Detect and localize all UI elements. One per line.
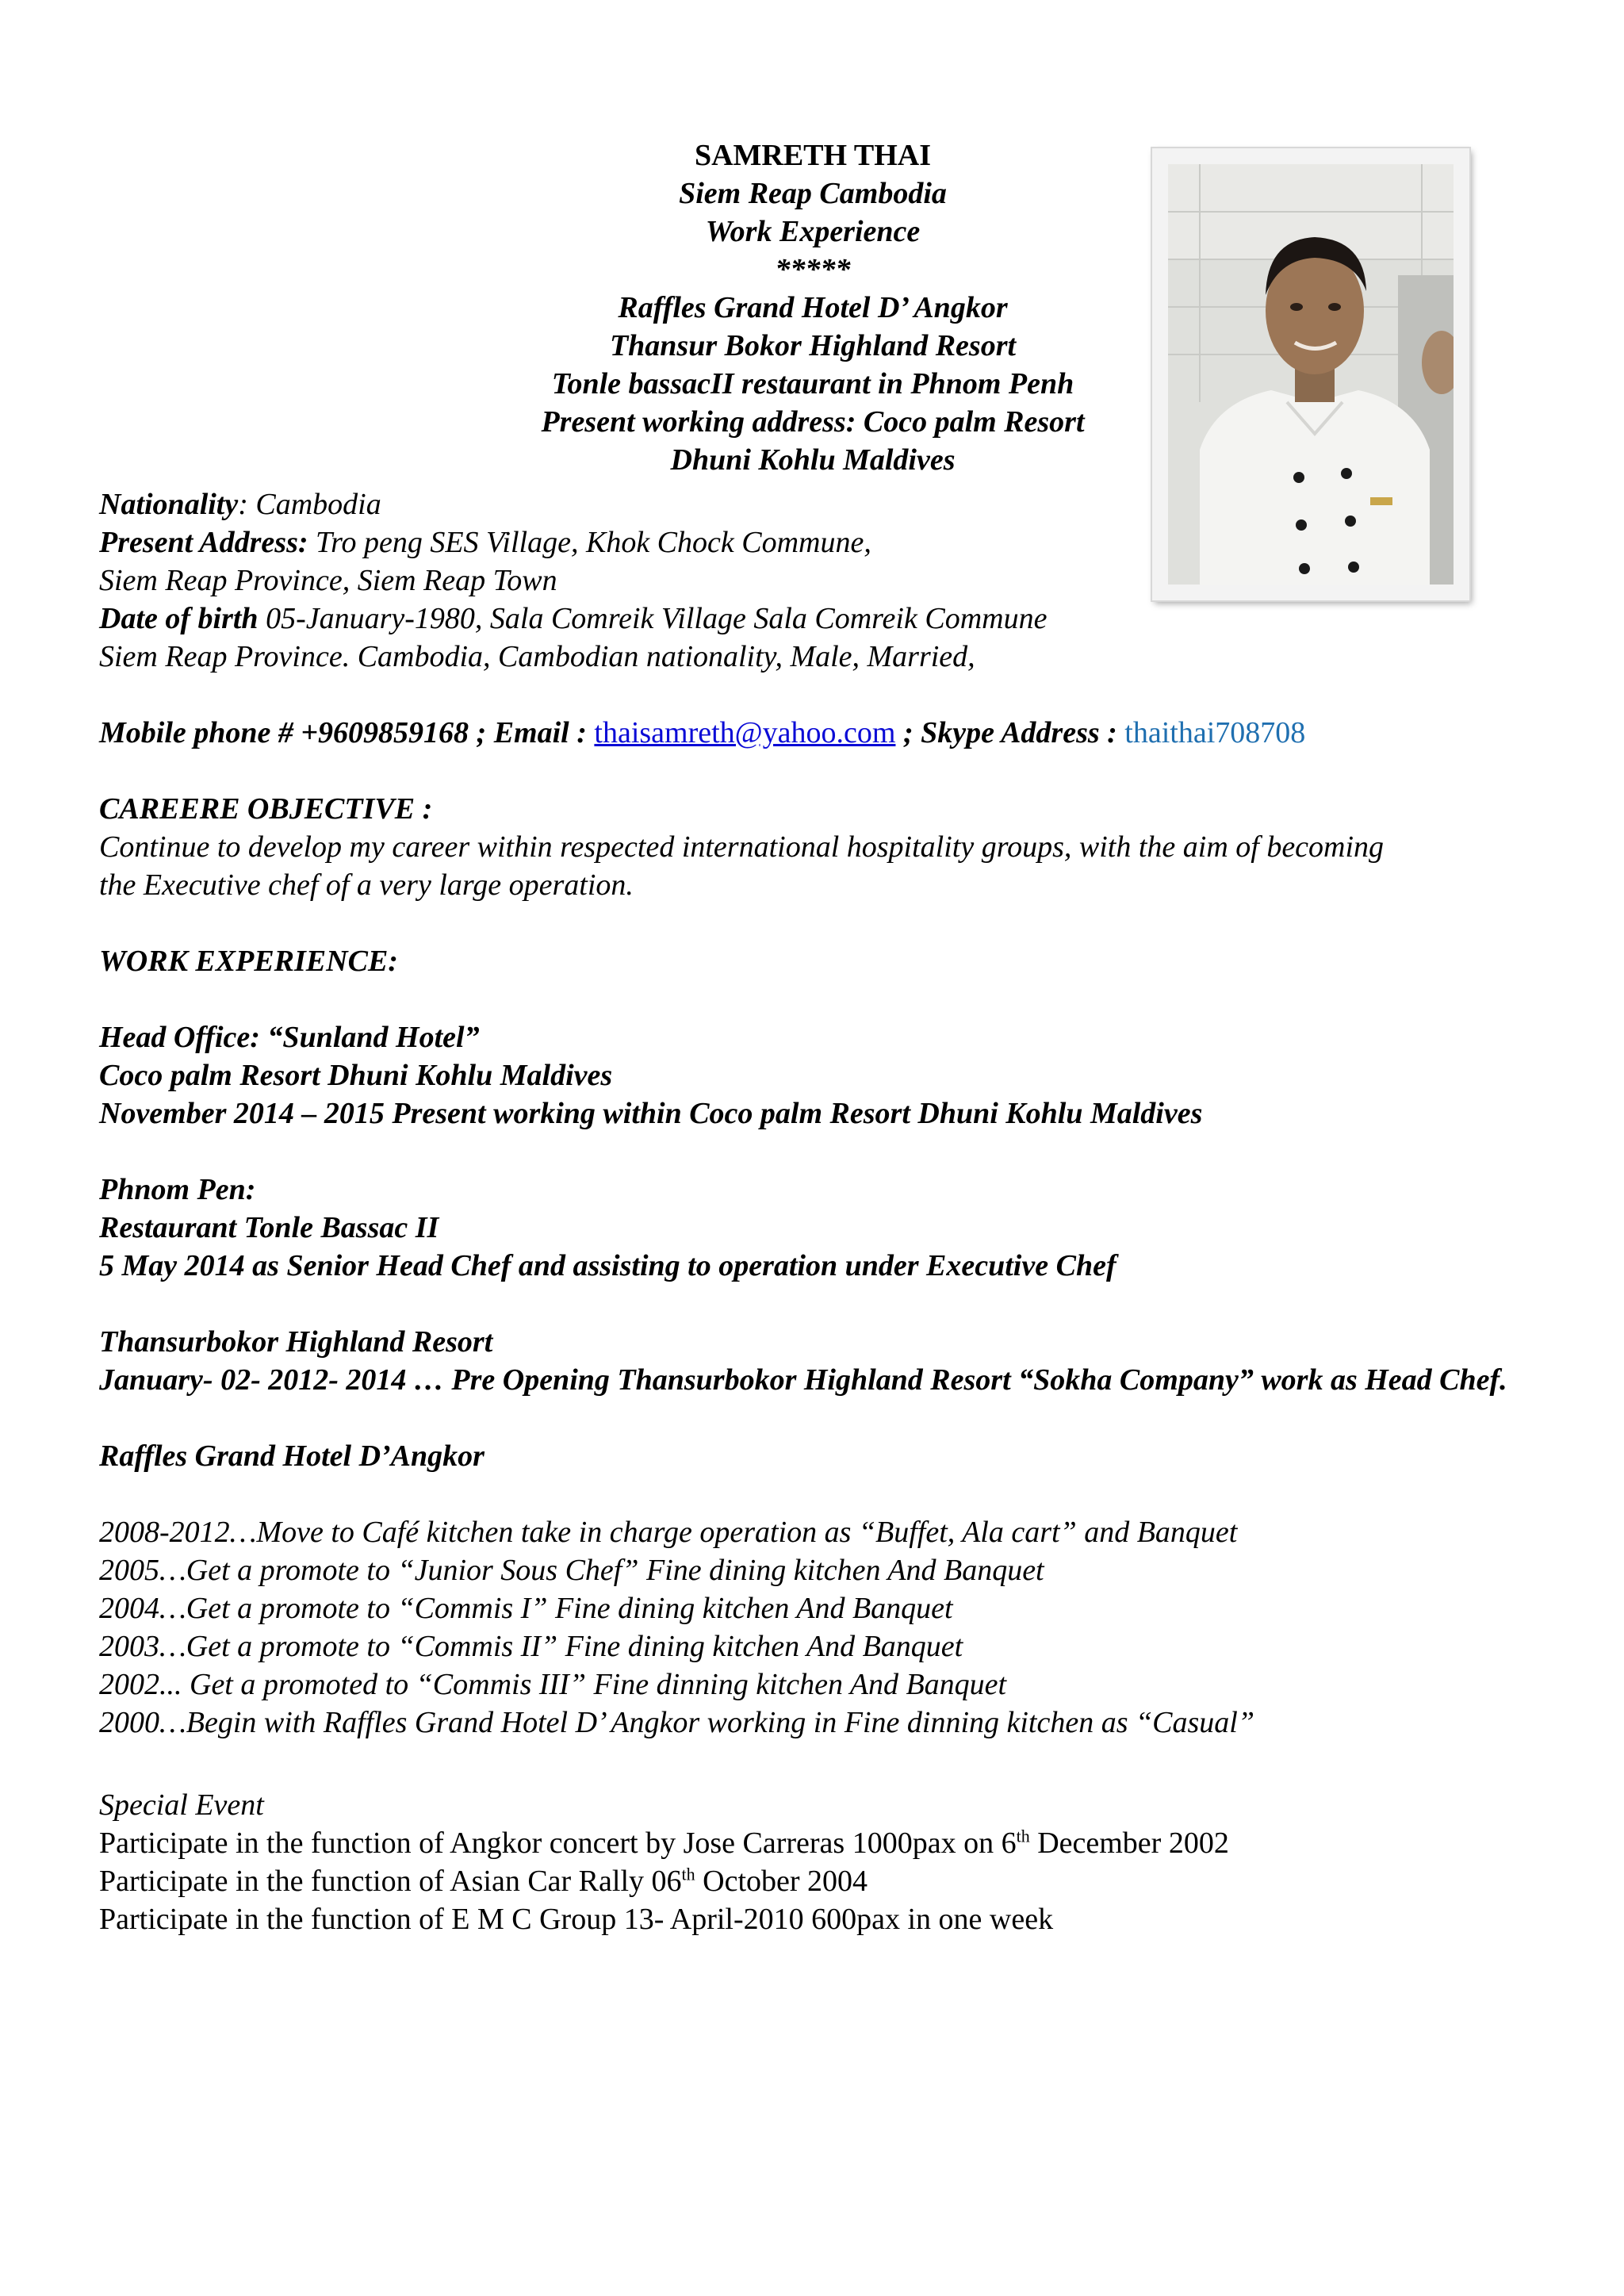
- email-link[interactable]: thaisamreth@yahoo.com: [594, 716, 896, 749]
- event-text: December 2002: [1029, 1826, 1229, 1860]
- address-row: [99, 523, 1538, 562]
- raffles-item: 2000…Begin with Raffles Grand Hotel D’ Angkor working in Fine dinning kitchen as “Casual”: [99, 1706, 1254, 1739]
- objective-line: the Executive chef of a very large operation.: [99, 868, 634, 902]
- event-ordinal: th: [681, 1864, 695, 1884]
- thansurbokor-detail: January- 02- 2012- 2014 … Pre Opening Thansurbokor Highland Resort “Sokha Company” work as Head Chef.: [99, 1363, 1507, 1397]
- sunland-period: November 2014 – 2015 Present working within Coco palm Resort Dhuni Kohlu Maldives: [99, 1097, 1203, 1130]
- applicant-name: SAMRETH THAI: [694, 139, 932, 172]
- header-subtitle: Work Experience: [705, 215, 921, 248]
- header-place: Tonle bassacII restaurant in Phnom Penh: [551, 367, 1074, 401]
- event-text: Participate in the function of Angkor concert by Jose Carreras 1000pax on 6: [99, 1826, 1017, 1860]
- raffles-item: 2004…Get a promote to “Commis I” Fine dining kitchen And Banquet: [99, 1592, 953, 1625]
- dob-row: [99, 600, 1538, 638]
- mobile-label: Mobile phone # +9609859168 ; Email :: [99, 716, 595, 749]
- contact-row: [99, 714, 1538, 752]
- dob-label: Date of birth: [99, 602, 259, 635]
- header-place: Dhuni Kohlu Maldives: [670, 443, 956, 477]
- thansurbokor-title: Thansurbokor Highland Resort: [99, 1325, 493, 1359]
- header-place: Present working address: Coco palm Resort: [541, 405, 1085, 439]
- address-line-2: Siem Reap Province, Siem Reap Town: [99, 564, 557, 597]
- event-text: Participate in the function of Asian Car Rally 06: [99, 1865, 682, 1898]
- objective-line: Continue to develop my career within respected international hospitality groups, with the aim of becoming: [99, 830, 1385, 864]
- work-heading: WORK EXPERIENCE:: [99, 945, 398, 978]
- event-text: October 2004: [695, 1865, 868, 1898]
- applicant-location: Siem Reap Cambodia: [679, 177, 947, 210]
- raffles-title: Raffles Grand Hotel D’Angkor: [99, 1439, 485, 1473]
- raffles-item: 2002... Get a promoted to “Commis III” Fine dinning kitchen And Banquet: [99, 1668, 1007, 1701]
- event-ordinal: th: [1016, 1826, 1030, 1846]
- raffles-item: 2003…Get a promote to “Commis II” Fine dining kitchen And Banquet: [99, 1630, 963, 1663]
- header-stars: *****: [775, 253, 851, 286]
- skype-label: ; Skype Address :: [895, 716, 1125, 749]
- objective-heading: CAREERE OBJECTIVE :: [99, 792, 433, 826]
- special-event-item: [99, 1862, 1538, 1900]
- special-event-item: [99, 1824, 1538, 1862]
- raffles-item: 2008-2012…Move to Café kitchen take in charge operation as “Buffet, Ala cart” and Banquet: [99, 1516, 1238, 1549]
- raffles-item: 2005…Get a promote to “Junior Sous Chef” Fine dining kitchen And Banquet: [99, 1554, 1044, 1587]
- nationality-value: : Cambodia: [238, 488, 381, 521]
- address-value: Tro peng SES Village, Khok Chock Commune,: [308, 526, 871, 559]
- sunland-office: Head Office: “Sunland Hotel”: [99, 1021, 480, 1054]
- sunland-resort: Coco palm Resort Dhuni Kohlu Maldives: [99, 1059, 613, 1092]
- phnom-pen-city: Phnom Pen:: [99, 1173, 256, 1206]
- header-place: Raffles Grand Hotel D’ Angkor: [618, 291, 1008, 324]
- resume-body: [99, 485, 1538, 1938]
- phnom-pen-role: 5 May 2014 as Senior Head Chef and assisting to operation under Executive Chef: [99, 1249, 1116, 1282]
- dob-line-2: Siem Reap Province. Cambodia, Cambodian nationality, Male, Married,: [99, 640, 975, 673]
- special-event-heading: Special Event: [99, 1788, 264, 1822]
- skype-address: thaithai708708: [1124, 716, 1306, 749]
- phnom-pen-restaurant: Restaurant Tonle Bassac II: [99, 1211, 439, 1244]
- special-event-item: Participate in the function of E M C Group 13- April-2010 600pax in one week: [99, 1903, 1054, 1936]
- address-label: Present Address:: [99, 526, 308, 559]
- nationality-row: [99, 485, 1538, 523]
- nationality-label: Nationality: [99, 488, 239, 521]
- dob-value: 05-January-1980, Sala Comreik Village Sala Comreik Commune: [258, 602, 1048, 635]
- header-place: Thansur Bokor Highland Resort: [609, 329, 1017, 362]
